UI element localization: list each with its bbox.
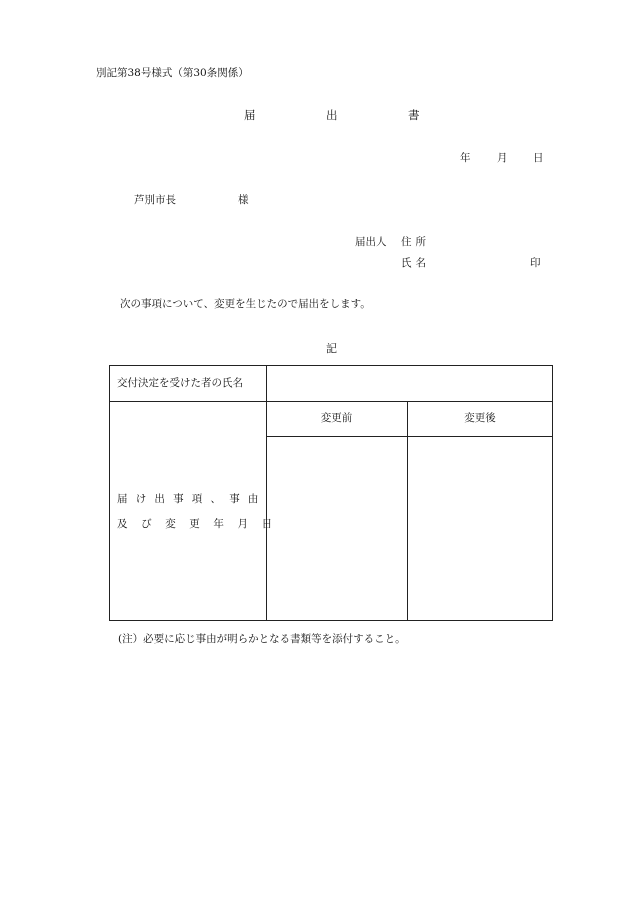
intro-text: 次の事項について、変更を生じたので届出をします。: [120, 298, 371, 310]
ki-heading: 記: [326, 342, 337, 355]
after-change-field[interactable]: [408, 437, 553, 621]
seal-label: 印: [530, 257, 541, 269]
before-change-field[interactable]: [267, 437, 407, 621]
date-day-label: 日: [533, 152, 544, 164]
recipient-name-field[interactable]: [267, 366, 553, 401]
date-year-label: 年: [460, 152, 471, 164]
addressee-honorific: 様: [238, 194, 249, 206]
before-change-header: 変更前: [320, 412, 353, 424]
recipient-name-label: 交付決定を受けた者の氏名: [117, 377, 243, 389]
footnote: (注）必要に応じ事由が明らかとなる書類等を添付すること。: [118, 633, 406, 645]
name-label: 氏名: [401, 257, 430, 269]
addressee-name: 芦別市長: [134, 194, 176, 206]
table-divider: [110, 401, 552, 402]
form-number: 別記第38号様式（第30条関係）: [96, 67, 249, 79]
notice-table: [109, 365, 553, 621]
document-title-char-2: 出: [326, 108, 338, 122]
document-title-char-1: 届: [244, 108, 256, 122]
document-title-char-3: 書: [408, 108, 420, 122]
after-change-header: 変更後: [464, 412, 496, 424]
address-label: 住所: [401, 236, 430, 248]
date-month-label: 月: [497, 152, 508, 164]
notification-items-label-line1: 届け出事項、事由: [117, 493, 267, 505]
notification-items-label-line2: 及び変更年月日: [117, 518, 286, 530]
applicant-label: 届出人: [355, 236, 387, 248]
